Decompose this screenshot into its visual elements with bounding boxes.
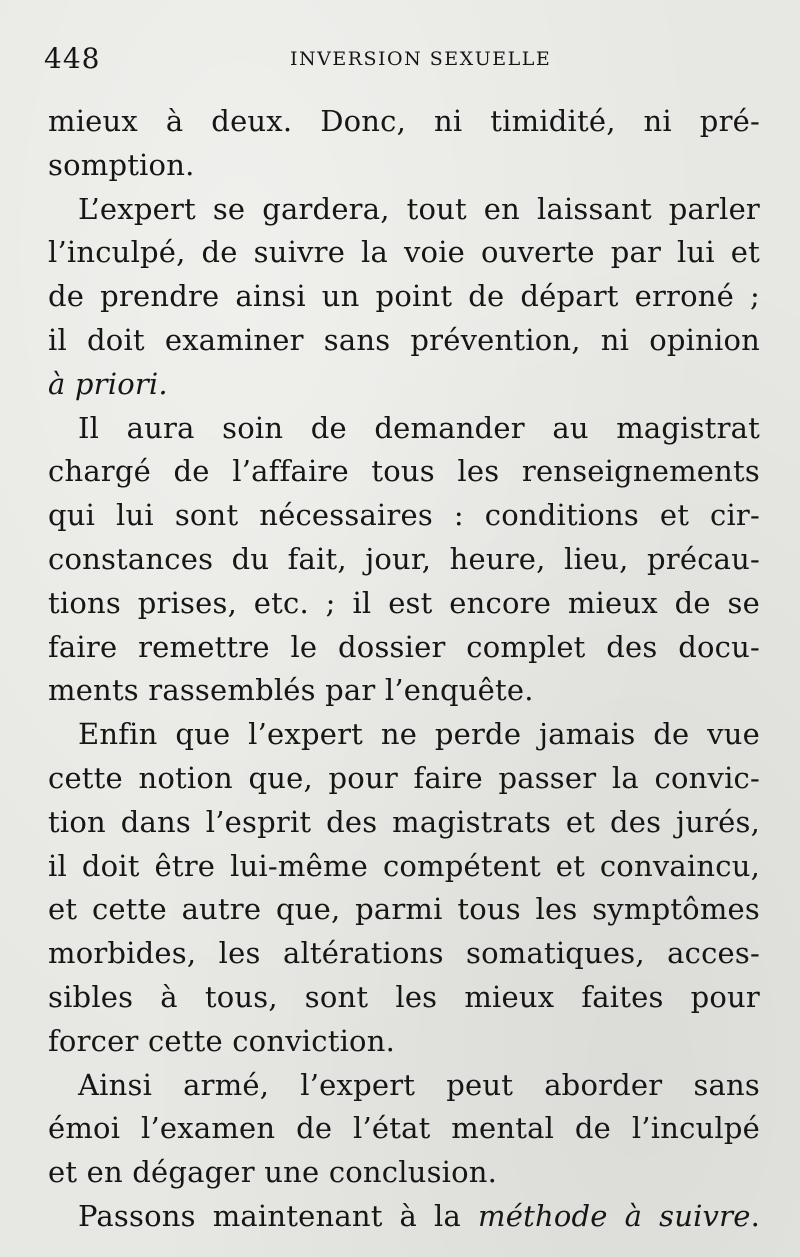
- text-line: ments rassemblés par l’enquête.: [48, 673, 534, 708]
- final-text-line: [48, 1195, 760, 1239]
- text-line: morbides, les altérations somatiques, acces-: [48, 936, 760, 971]
- body-text: [48, 100, 760, 1239]
- text-line: de prendre ainsi un point de départ erroné ;: [48, 279, 760, 314]
- text-line: émoi l’examen de l’état mental de l’inculpé: [48, 1111, 760, 1146]
- final-line-trail: .: [750, 1198, 760, 1233]
- paragraph-start-line: Enfin que l’expert ne perde jamais de vue: [78, 717, 760, 752]
- text-line: constances du fait, jour, heure, lieu, précau-: [48, 541, 760, 576]
- page-number: 448: [44, 42, 101, 75]
- text-line: il doit être lui-même compétent et convaincu,: [48, 848, 760, 883]
- text-line: qui lui sont nécessaires : conditions et cir-: [48, 498, 760, 533]
- text-line: l’inculpé, de suivre la voie ouverte par lui et: [48, 235, 760, 270]
- text-line: somption.: [48, 147, 195, 182]
- text-line: et cette autre que, parmi tous les symptômes: [48, 892, 760, 927]
- text-line: il doit examiner sans prévention, ni opinion: [48, 322, 760, 357]
- final-line-italic: méthode à suivre: [478, 1198, 751, 1233]
- text-line: et en dégager une conclusion.: [48, 1155, 498, 1190]
- text-line: sibles à tous, sont les mieux faites pour: [48, 979, 760, 1014]
- final-line-lead: Passons maintenant à la: [78, 1198, 479, 1233]
- text-line: forcer cette conviction.: [48, 1023, 395, 1058]
- running-title: INVERSION SEXUELLE: [290, 48, 552, 70]
- paragraph-start-line: Il aura soin de demander au magistrat: [78, 410, 760, 445]
- text-line: mieux à deux. Donc, ni timidité, ni pré-: [48, 104, 760, 138]
- paragraph-start-line: L’expert se gardera, tout en laissant parler: [78, 191, 760, 226]
- text-line-italic: à priori.: [48, 366, 168, 401]
- paragraph-start-line: Ainsi armé, l’expert peut aborder sans: [78, 1067, 760, 1102]
- text-line: chargé de l’affaire tous les renseignements: [48, 454, 760, 489]
- text-line: tion dans l’esprit des magistrats et des jurés,: [48, 804, 760, 839]
- page-header: [44, 42, 760, 82]
- text-line: faire remettre le dossier complet des docu-: [48, 629, 760, 664]
- text-line: tions prises, etc. ; il est encore mieux de se: [48, 585, 760, 620]
- text-line: cette notion que, pour faire passer la convic-: [48, 760, 760, 795]
